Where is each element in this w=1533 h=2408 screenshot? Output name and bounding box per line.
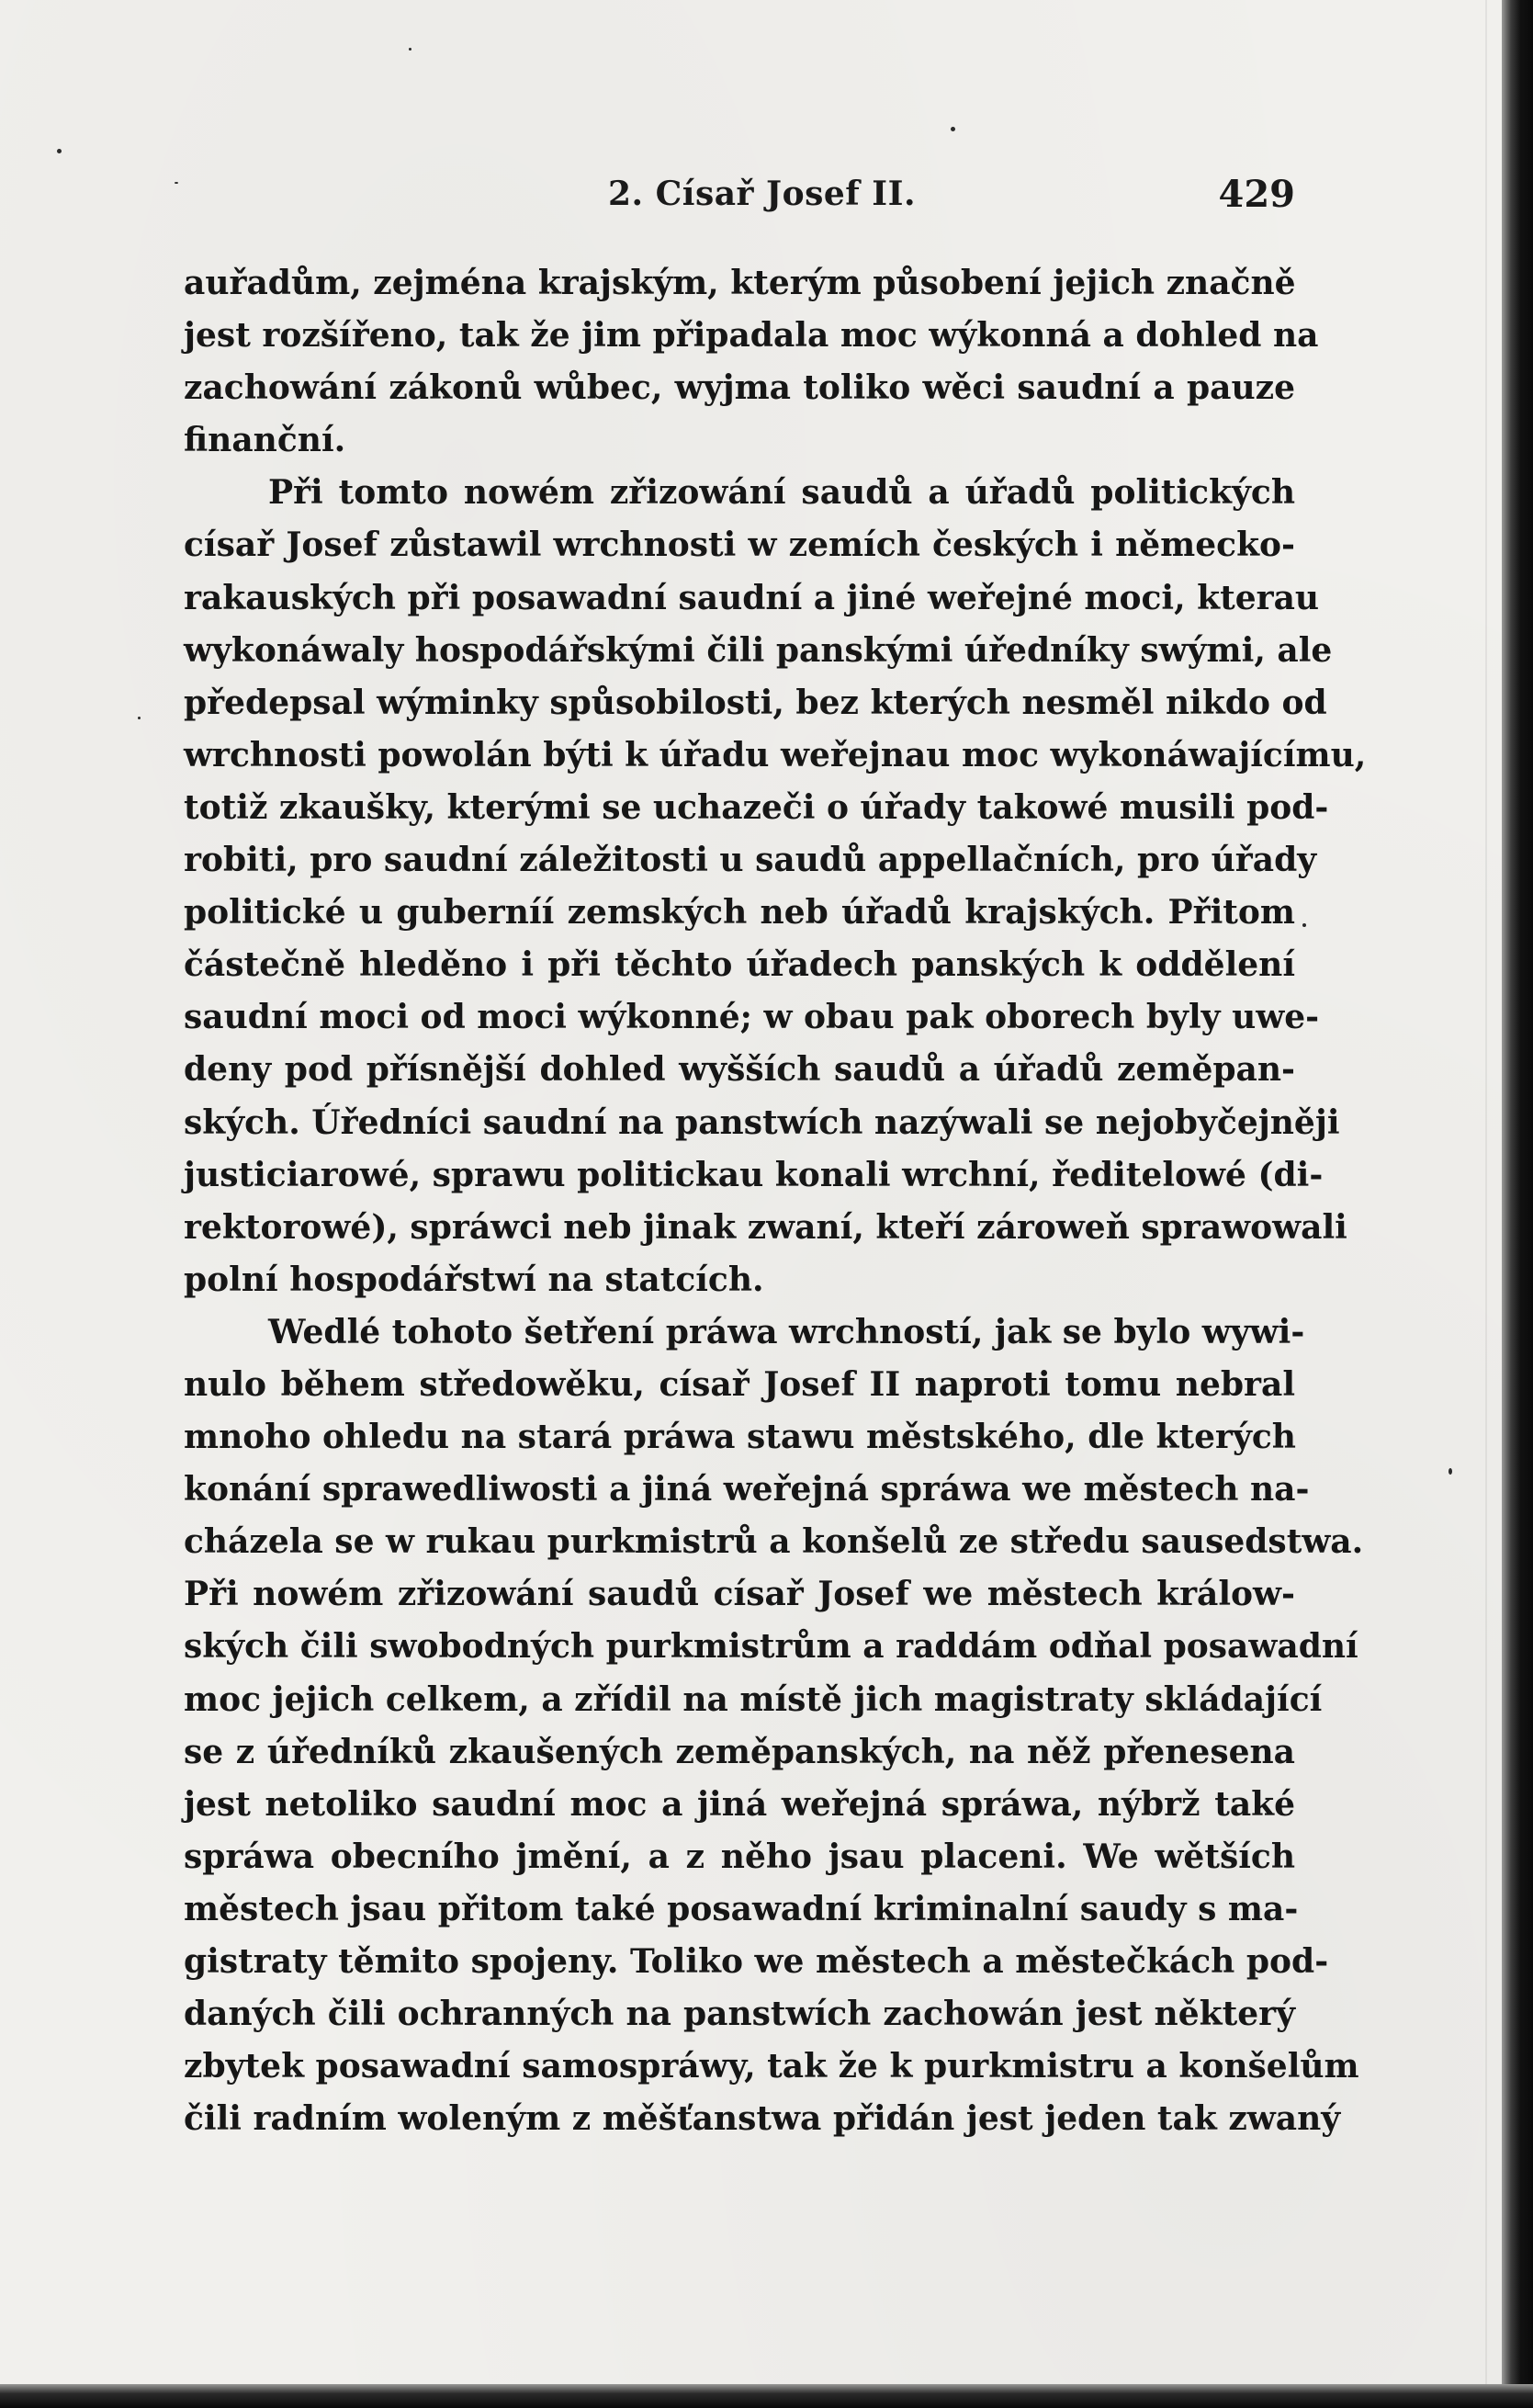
text-line: mnoho ohledu na stará práwa stawu městského, dle kterých <box>184 1418 1296 1457</box>
text-line: předepsal wýminky spůsobilosti, bez kterých nesměl nikdo od <box>184 683 1327 722</box>
scan-border-right <box>1502 0 1533 2408</box>
text-line: politické u guberníí zemských neb úřadů krajských. Přitom <box>184 893 1295 933</box>
dust-speck <box>951 127 955 131</box>
dust-speck <box>1448 1468 1452 1475</box>
page-edge-shadow <box>1485 0 1487 2389</box>
running-title: 2. Císař Josef II. <box>608 175 916 213</box>
text-line: spráwa obecního jmění, a z něho jsau placeni. We wětších <box>184 1837 1295 1876</box>
text-line: robiti, pro saudní záležitosti u saudů appellačních, pro úřady <box>184 841 1317 880</box>
text-line: rektorowé), spráwci neb jinak zwaní, kteří zároweň sprawowali <box>184 1207 1347 1247</box>
page-number: 429 <box>1218 173 1295 216</box>
text-line: moc jejich celkem, a zřídil na místě jich magistraty skládající <box>184 1679 1323 1719</box>
text-line: gistraty těmito spojeny. Toliko we městech a městečkách pod- <box>184 1942 1329 1981</box>
text-line: ských. Úředníci saudní na panstwích nazýwali se nejobyčejněji <box>184 1102 1340 1142</box>
text-line: nulo během středowěku, císař Josef II naproti tomu nebral <box>184 1364 1295 1404</box>
text-line: císař Josef zůstawil wrchnosti w zemích českých i německo- <box>184 526 1295 565</box>
text-line: saudní moci od moci wýkonné; w obau pak oborech byly uwe- <box>184 998 1320 1037</box>
text-line: jest rozšířeno, tak že jim připadala moc wýkonná a dohled na <box>184 316 1319 356</box>
scan-border-bottom <box>0 2384 1533 2408</box>
text-line: auřadům, zejména krajským, kterým působení jejich značně <box>184 264 1296 302</box>
paragraph <box>184 467 1367 1306</box>
text-line: zbytek posawadní samospráwy, tak že k purkmistru a konšelům <box>184 2047 1359 2086</box>
text-line: jest netoliko saudní moc a jiná weřejná spráwa, nýbrž také <box>184 1784 1295 1824</box>
text-line: ských čili swobodných purkmistrům a raddám odňal posawadní <box>184 1627 1358 1667</box>
body-text <box>184 257 1367 2145</box>
paragraph <box>184 1306 1364 2146</box>
dust-speck <box>409 48 411 51</box>
page-header <box>184 165 1295 220</box>
text-line: městech jsau přitom také posawadní kriminalní saudy s ma- <box>184 1889 1299 1928</box>
text-line: zachowání zákonů wůbec, wyjma toliko wěci saudní a pauze <box>184 368 1295 408</box>
text-line: justiciarowé, sprawu politickau konali wrchní, ředitelowé (di- <box>184 1155 1324 1194</box>
text-line: polní hospodářstwí na statcích. <box>184 1260 764 1299</box>
paragraph <box>184 257 1319 467</box>
dust-speck <box>138 717 141 719</box>
text-line: wykonáwaly hospodářskými čili panskými úředníky swými, ale <box>184 630 1333 670</box>
text-line: se z úředníků zkaušených zeměpanských, na něž přenesena <box>184 1732 1295 1771</box>
text-line: částečně hleděno i při těchto úřadech panských k oddělení <box>184 945 1295 985</box>
text-line: deny pod přísnější dohled wyšších saudů a úřadů zeměpan- <box>184 1050 1295 1090</box>
dust-speck <box>57 149 62 153</box>
text-line: daných čili ochranných na panstwích zachowán jest některý <box>184 1995 1295 2034</box>
text-line: Při tomto nowém zřizowání saudů a úřadů politických <box>268 473 1295 513</box>
text-line: finanční. <box>184 421 346 460</box>
text-line: rakauských při posawadní saudní a jiné weřejné moci, kterau <box>184 578 1320 617</box>
dust-speck <box>175 182 178 184</box>
text-line: Wedlé tohoto šetření práwa wrchností, jak se bylo wywi- <box>268 1312 1305 1351</box>
dust-speck <box>1302 923 1306 927</box>
text-line: totiž zkaušky, kterými se uchazeči o úřady takowé musili pod- <box>184 787 1329 827</box>
text-line: Při nowém zřizowání saudů císař Josef we městech králow- <box>184 1575 1295 1614</box>
text-line: konání sprawedliwosti a jiná weřejná spráwa we městech na- <box>184 1470 1310 1509</box>
text-line: čili radním woleným z měšťanstwa přidán jest jeden tak zwaný <box>184 2099 1341 2139</box>
text-line: cházela se w rukau purkmistrů a konšelů ze středu sausedstwa. <box>184 1522 1364 1562</box>
text-line: wrchnosti powolán býti k úřadu weřejnau moc wykonáwajícímu, <box>184 735 1367 774</box>
